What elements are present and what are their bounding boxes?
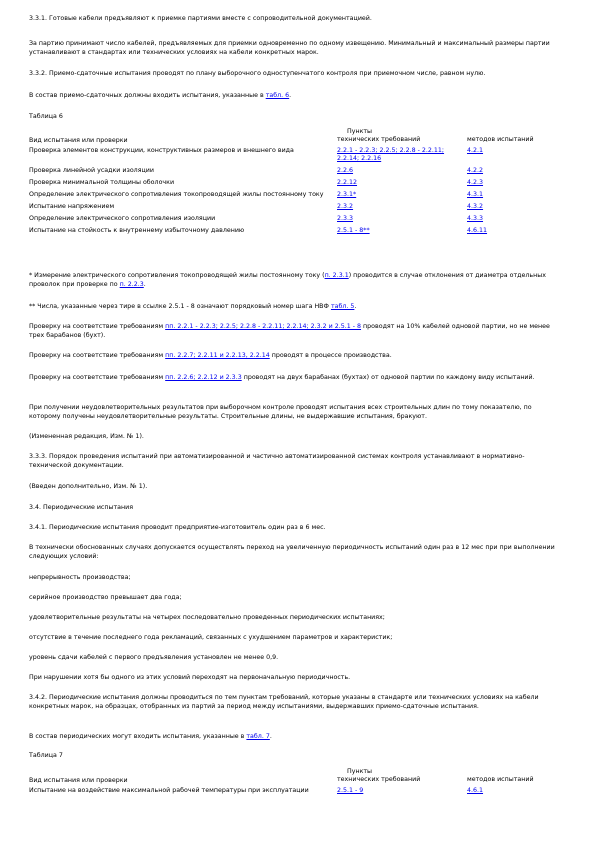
cell-method-link[interactable]: 4.6.1 (467, 787, 484, 794)
table-7 (29, 768, 565, 795)
table-row (29, 203, 565, 215)
cell-requirement-link[interactable]: 2.5.1 - 9 (337, 787, 364, 794)
link-clause-2-2-3[interactable]: п. 2.2.3 (119, 281, 144, 288)
cell-method-link[interactable]: 4.6.11 (467, 227, 488, 234)
column-header-tech-requirements: технических требований (337, 776, 421, 783)
link-clauses[interactable]: пп. 2.2.6; 2.2.12 и 2.3.3 (165, 374, 242, 381)
condition-item: удовлетворительные результаты на четырех последовательно проведенных периодических испытаниях; (29, 614, 385, 621)
paragraph-3-3-3: 3.3.3. Порядок проведения испытаний при автоматизированной и частично автоматизированной системах контроля устанавливают в нормативно-технической документации. (29, 453, 525, 469)
link-clauses[interactable]: пп. 2.2.7; 2.2.11 и 2.2.13, 2.2.14 (165, 352, 270, 359)
cell-requirement-link[interactable]: 2.3.1* (337, 191, 357, 198)
text: В состав периодических могут входить испытания, указанные в (29, 733, 247, 740)
cell-test-name: Проверка линейной усадки изоляции (29, 167, 154, 174)
paragraph-check-in-production (29, 351, 563, 360)
paragraph-table6-reference (29, 91, 563, 100)
paragraph-unsatisfactory-results: При получении неудовлетворительных результатов при выборочном контроле проводят испытания всех строительных длин по тому показателю, по которому получены неудовлетворительные результаты. Строительные длины, не выдержавшие испытания, бракуют. (29, 404, 532, 420)
cell-requirement-link[interactable]: 2.3.2 (337, 203, 354, 210)
text: В состав приемо-сдаточных должны входить испытания, указанные в (29, 92, 266, 99)
section-heading-3-4: 3.4. Периодические испытания (29, 504, 134, 511)
footnote-2 (29, 302, 563, 311)
cell-method-link[interactable]: 4.2.2 (467, 167, 484, 174)
table-header-row (29, 768, 565, 776)
cell-requirement-link[interactable]: 2.2.1 - 2.2.3; 2.2.5; 2.2.8 - 2.2.11; 2.2.14; 2.2.16 (337, 147, 445, 162)
paragraph-table7-reference (29, 732, 563, 741)
cell-requirement-link[interactable]: 2.2.6 (337, 167, 354, 174)
text: проводят на 10% кабелей одновой партии, но не менее трех барабанов (бухт). (29, 323, 550, 339)
cell-test-name: Определение электрического сопротивления токопроводящей жилы постоянному току (29, 191, 324, 198)
link-table-7[interactable]: табл. 7 (246, 733, 270, 740)
table-row (29, 227, 565, 235)
text: . (289, 92, 292, 99)
table-row (29, 179, 565, 191)
cell-requirement-link[interactable]: 2.5.1 - 8** (337, 227, 370, 234)
link-clauses[interactable]: пп. 2.2.1 - 2.2.3; 2.2.5; 2.2.8 - 2.2.11; 2.2.14; 2.3.2 и 2.5.1 - 8 (165, 323, 362, 330)
cell-method-link[interactable]: 4.3.3 (467, 215, 484, 222)
text: ** Числа, указанные через тире в ссылке 2.5.1 - 8 означают порядковый номер шага НВФ (29, 303, 331, 310)
paragraph-3-4-1: 3.4.1. Периодические испытания проводит предприятие-изготовитель один раз в 6 мес. (29, 524, 326, 531)
footnote-1 (29, 271, 563, 289)
column-header-test-type: Вид испытания или проверки (29, 777, 128, 784)
column-header-test-methods: методов испытаний (467, 136, 534, 143)
table-row (29, 787, 565, 795)
cell-method-link[interactable]: 4.2.3 (467, 179, 484, 186)
column-group-points: Пункты (347, 128, 373, 135)
condition-item: отсутствие в течение последнего года рекламаций, связанных с ухудшением параметров и характеристик; (29, 634, 393, 641)
column-header-test-methods: методов испытаний (467, 776, 534, 783)
condition-item: уровень сдачи кабелей с первого предъявления установлен не менее 0,9. (29, 654, 279, 661)
cell-test-name: Проверка минимальной толщины оболочки (29, 179, 175, 186)
link-clause-2-3-1[interactable]: п. 2.3.1 (324, 272, 349, 279)
text: ) проводится в случае отклонения от диаметра отдельных проволок при проверке по (29, 272, 546, 288)
cell-test-name: Проверка элементов конструкции, конструктивных размеров и внешнего вида (29, 147, 294, 154)
table-row (29, 215, 565, 227)
cell-test-name: Испытание на воздействие максимальной рабочей температуры при эксплуатации (29, 787, 309, 794)
column-header-tech-requirements: технических требований (337, 136, 421, 143)
link-table-5[interactable]: табл. 5 (330, 303, 355, 310)
paragraph-check-two-drums (29, 373, 563, 382)
paragraph-extended-periodicity: В технически обоснованных случаях допускается осуществлять переход на увеличенную периодичность испытаний один раз в 12 мес при при выполнении следующих условий: (29, 544, 555, 560)
table-6 (29, 128, 565, 235)
paragraph-check-10-percent (29, 322, 563, 340)
column-header-test-type: Вид испытания или проверки (29, 137, 128, 144)
cell-method-link[interactable]: 4.2.1 (467, 147, 484, 154)
table-7-caption: Таблица 7 (29, 752, 63, 759)
table-row (29, 167, 565, 179)
text: проводят на двух барабанах (бухтах) от одновой партии по каждому виду испытаний. (241, 374, 535, 381)
table-row (29, 147, 565, 167)
cell-requirement-link[interactable]: 2.2.12 (337, 179, 358, 186)
paragraph-3-4-2: 3.4.2. Периодические испытания должны проводиться по тем пунктам требований, которые указаны в стандарте или технических условиях на кабели конкретных марок, на образцах, отобранных из партий за период между испытаниями, выдержавших приемо-сдаточные испытания. (29, 694, 539, 710)
table-header-row (29, 128, 565, 136)
amendment-note-2: (Введен дополнительно, Изм. № 1). (29, 483, 148, 490)
table-6-caption: Таблица 6 (29, 113, 63, 120)
condition-item: непрерывность производства; (29, 574, 131, 581)
paragraph-3-3-2: 3.3.2. Приемо-сдаточные испытания проводят по плану выборочного одноступенчатого контроля при приемочном числе, равном нулю. (29, 70, 486, 77)
cell-method-link[interactable]: 4.3.2 (467, 203, 484, 210)
text: . (354, 303, 357, 310)
paragraph-party-definition: За партию принимают число кабелей, предъявляемых для приемки одновременно по одному извещению. Минимальный и максимальный размеры партии устанавливают в стандартах или технических условиях на кабели конкретных марок. (29, 40, 550, 56)
text: . (143, 281, 146, 288)
link-table-6[interactable]: табл. 6 (265, 92, 290, 99)
column-group-points: Пункты (347, 768, 373, 775)
text: * Измерение электрического сопротивления токопроводящей жилы постоянному току ( (29, 272, 325, 279)
cell-test-name: Испытание на стойкость к внутреннему избыточному давлению (29, 227, 245, 234)
amendment-note-1: (Измененная редакция, Изм. № 1). (29, 433, 144, 440)
paragraph-3-3-1: 3.3.1. Готовые кабели предъявляют к приемке партиями вместе с сопроводительной документацией. (29, 15, 372, 22)
text: Проверку на соответствие требованиям (29, 352, 166, 359)
paragraph-violation: При нарушении хотя бы одного из этих условий переходят на первоначальную периодичность. (29, 674, 351, 681)
cell-method-link[interactable]: 4.3.1 (467, 191, 484, 198)
text: . (269, 733, 272, 740)
table-row (29, 191, 565, 203)
cell-requirement-link[interactable]: 2.3.3 (337, 215, 354, 222)
cell-test-name: Испытание напряжением (29, 203, 115, 210)
text: проводят в процессе производства. (269, 352, 392, 359)
text: Проверку на соответствие требованиям (29, 374, 166, 381)
condition-item: серийное производство превышает два года; (29, 594, 182, 601)
text: Проверку на соответствие требованиям (29, 323, 166, 330)
cell-test-name: Определение электрического сопротивления изоляции (29, 215, 216, 222)
